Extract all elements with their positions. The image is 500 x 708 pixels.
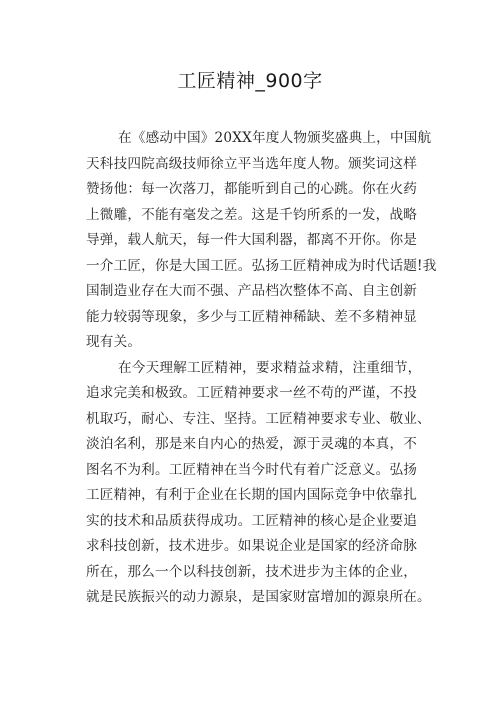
text-line: 在《感动中国》20XX年度人物颁奖盛典上，中国航 — [118, 130, 432, 146]
text-line: 所在，那么一个以科技创新，技术进步为主体的企业， — [86, 563, 418, 580]
text-line: 求科技创新，技术进步。如果说企业是国家的经济命脉 — [86, 538, 418, 554]
text-line: 上微雕，不能有毫发之差。这是千钧所系的一发，战略 — [86, 206, 418, 223]
text-line: 机取巧，耐心、专注、坚持。工匠精神要求专业、敬业、 — [86, 410, 431, 427]
text-line: 就是民族振兴的动力源泉，是国家财富增加的源泉所在。 — [86, 589, 431, 605]
text-line: 实的技术和品质获得成功。工匠精神的核心是企业要追 — [86, 512, 418, 529]
text-line: 追求完美和极致。工匠精神要求一丝不苟的严谨，不投 — [86, 385, 418, 401]
paragraph-2 — [86, 356, 431, 611]
text-line: 在今天理解工匠精神，要求精益求精，注重细节， — [118, 359, 422, 376]
text-line: 工匠精神，有利于企业在长期的国内国际竞争中依靠扎 — [86, 487, 418, 503]
paragraph-1 — [86, 126, 437, 356]
text-line: 国制造业存在大而不强、产品档次整体不高、自主创新 — [86, 283, 418, 299]
text-line: 淡泊名利，那是来自内心的热爱，源于灵魂的本真，不 — [86, 436, 418, 452]
text-line: 图名不为利。工匠精神在当今时代有着广泛意义。弘扬 — [86, 461, 418, 478]
text-line: 天科技四院高级技师徐立平当选年度人物。颁奖词这样 — [86, 155, 418, 172]
text-line: 导弹，载人航天，每一件大国利器，都离不开你。你是 — [86, 232, 418, 248]
page-title: 工匠精神_900字 — [177, 70, 323, 92]
document-body — [86, 126, 437, 611]
text-line: 一介工匠，你是大国工匠。弘扬工匠精神成为时代话题!我 — [86, 257, 437, 274]
text-line: 能力较弱等现象，多少与工匠精神稀缺、差不多精神显 — [86, 308, 418, 325]
text-line: 现有关。 — [86, 334, 142, 350]
text-line: 赞扬他：每一次落刀，都能听到自己的心跳。你在火药 — [86, 181, 418, 197]
